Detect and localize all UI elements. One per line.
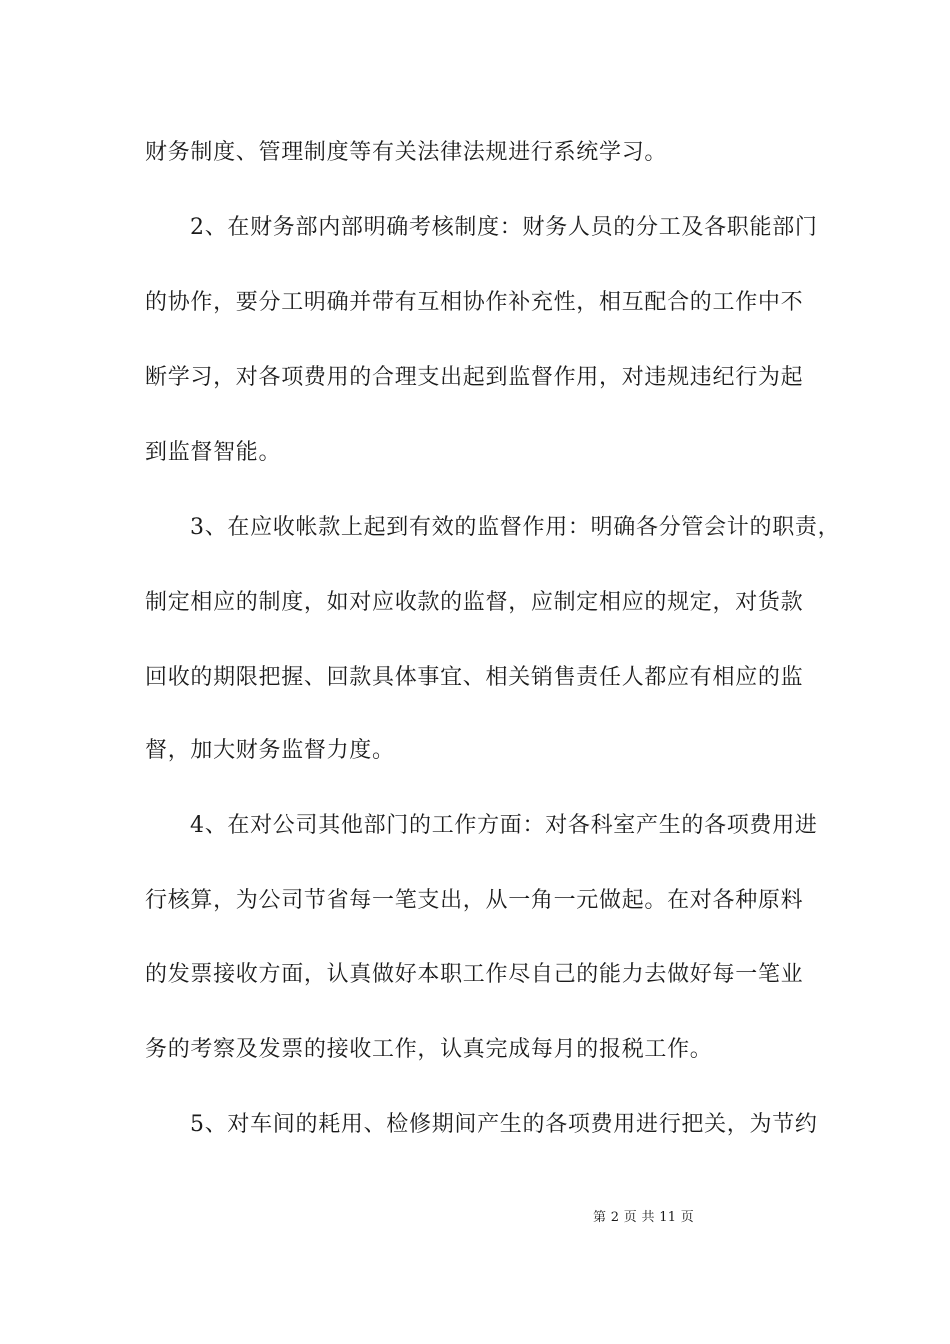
paragraph-4-first-line: 4、在对公司其他部门的工作方面：对各科室产生的各项费用进 [190,813,818,838]
paragraph-3-first-line: 3、在应收帐款上起到有效的监督作用：明确各分管会计的职责， [190,515,841,540]
body-line: 的发票接收方面，认真做好本职工作尽自己的能力去做好每一笔业 [145,962,804,987]
paragraph-5-first-line: 5、对车间的耗用、检修期间产生的各项费用进行把关，为节约 [190,1112,818,1137]
page-number-footer: 第 2 页 共 11 页 [593,1210,695,1225]
paragraph-2-first-line: 2、在财务部内部明确考核制度：财务人员的分工及各职能部门 [190,215,818,240]
body-line: 回收的期限把握、回款具体事宜、相关销售责任人都应有相应的监 [145,665,804,690]
body-line: 制定相应的制度，如对应收款的监督，应制定相应的规定，对货款 [145,590,804,615]
body-line: 到监督智能。 [145,440,282,465]
body-line: 的协作，要分工明确并带有互相协作补充性，相互配合的工作中不 [145,290,804,315]
body-line: 断学习，对各项费用的合理支出起到监督作用，对违规违纪行为起 [145,365,804,390]
body-line: 务的考察及发票的接收工作，认真完成每月的报税工作。 [145,1037,713,1062]
body-line: 行核算，为公司节省每一笔支出，从一角一元做起。在对各种原料 [145,888,804,913]
body-line: 财务制度、管理制度等有关法律法规进行系统学习。 [145,140,668,165]
body-line: 督，加大财务监督力度。 [145,738,395,763]
